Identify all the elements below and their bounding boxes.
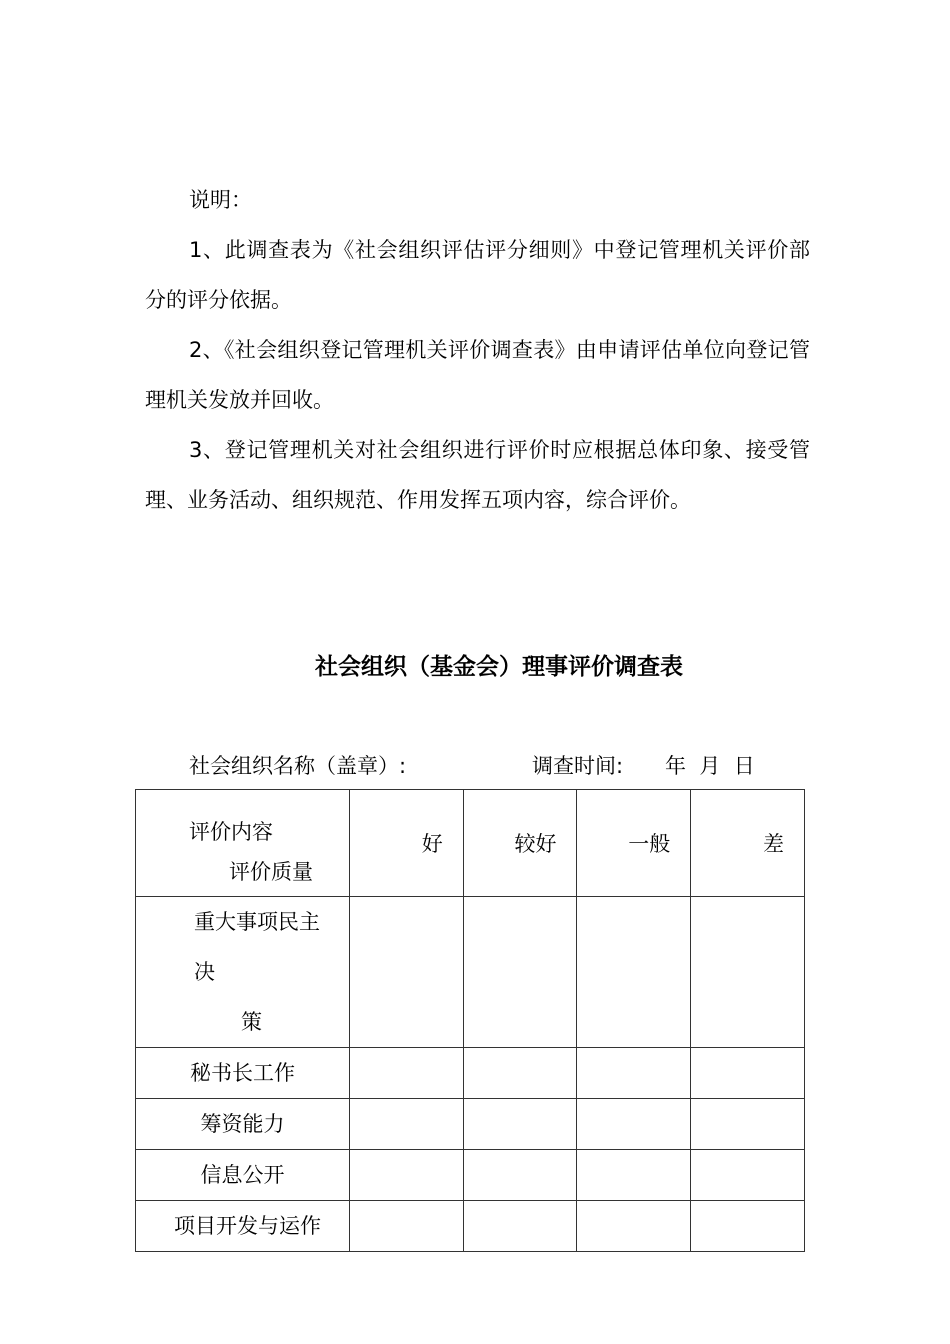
rating-cell-poor[interactable] [691,1201,805,1252]
evaluation-table [135,789,805,1252]
row-label-cell [136,897,350,1048]
rating-cell-fairly-good[interactable] [463,1150,577,1201]
header-grade-poor: 差 [691,790,805,897]
table-row [136,1099,805,1150]
note-item-1: 1、此调查表为《社会组织评估评分细则》中登记管理机关评价部分的评分依据。 [145,238,810,312]
table-row [136,897,805,1048]
survey-time-label: 调查时间: [532,754,624,778]
rating-cell-average[interactable] [577,1048,691,1099]
rating-cell-average[interactable] [577,897,691,1048]
rating-cell-poor[interactable] [691,1099,805,1150]
rating-cell-good[interactable] [350,1048,464,1099]
table-header-row [136,790,805,897]
rating-cell-poor[interactable] [691,1048,805,1099]
row-label-line1: 重大事项民主决 [194,910,320,984]
survey-date-placeholder: 年 月 日 [665,754,755,778]
org-name-label: 社会组织名称（盖章）: [189,754,407,778]
table-row [136,1048,805,1099]
row-label-cell: 信息公开 [136,1150,350,1201]
rating-cell-poor[interactable] [691,897,805,1048]
rating-cell-good[interactable] [350,897,464,1048]
rating-cell-good[interactable] [350,1150,464,1201]
form-title: 社会组织（基金会）理事评价调查表 [315,654,683,680]
header-diagonal-cell [136,790,350,897]
note-item-3: 3、登记管理机关对社会组织进行评价时应根据总体印象、接受管理、业务活动、组织规范、作用发挥五项内容，综合评价。 [145,438,810,512]
rating-cell-poor[interactable] [691,1150,805,1201]
row-label-cell: 项目开发与运作 [136,1201,350,1252]
rating-cell-fairly-good[interactable] [463,1201,577,1252]
rating-cell-average[interactable] [577,1201,691,1252]
header-quality-label: 评价质量 [229,860,313,884]
table-row [136,1201,805,1252]
header-grade-average: 一般 [577,790,691,897]
row-label-line2: 策 [241,1010,262,1034]
row-label-cell: 秘书长工作 [136,1048,350,1099]
rating-cell-average[interactable] [577,1150,691,1201]
rating-cell-good[interactable] [350,1099,464,1150]
header-content-label: 评价内容 [189,820,273,844]
rating-cell-good[interactable] [350,1201,464,1252]
note-item-2: 2、《社会组织登记管理机关评价调查表》由申请评估单位向登记管理机关发放并回收。 [145,338,810,412]
header-grade-fairly-good: 较好 [463,790,577,897]
table-row [136,1150,805,1201]
rating-cell-fairly-good[interactable] [463,897,577,1048]
rating-cell-fairly-good[interactable] [463,1048,577,1099]
rating-cell-fairly-good[interactable] [463,1099,577,1150]
notes-heading: 说明： [189,188,252,212]
header-grade-good: 好 [350,790,464,897]
rating-cell-average[interactable] [577,1099,691,1150]
row-label-cell: 筹资能力 [136,1099,350,1150]
